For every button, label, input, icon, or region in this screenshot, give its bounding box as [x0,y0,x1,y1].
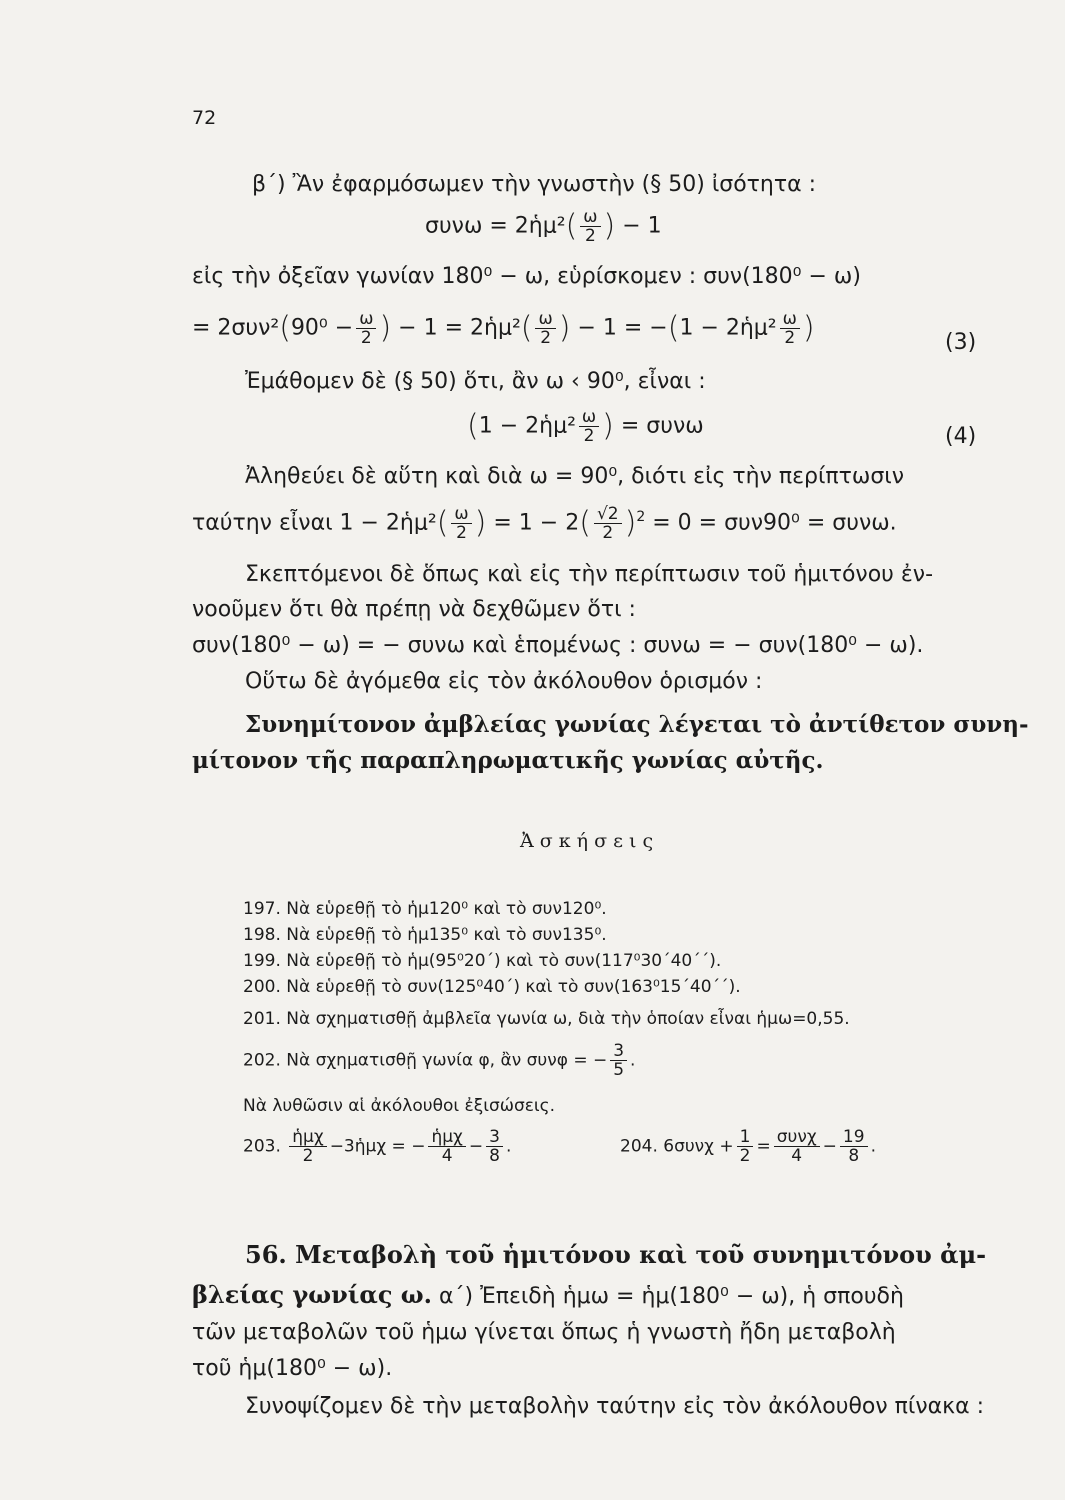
exercise-item: 200. Νὰ εὑρεθῇ τὸ συν(125⁰40΄) καὶ τὸ συν(163⁰15΄40΄΄). [243,977,741,997]
exercise-item: 198. Νὰ εὑρεθῇ τὸ ἡμ135⁰ καὶ τὸ συν135⁰. [243,925,607,945]
exercise-text: 203. [243,1136,281,1157]
fraction: $\frac{3}{5}$ [610,1042,627,1079]
equation-number: (3) [945,330,977,355]
exercise-item: 197. Νὰ εὑρεθῇ τὸ ἡμ120⁰ καὶ τὸ συν120⁰. [243,899,607,919]
paragraph-line: β΄) Ἂν ἐφαρμόσωμεν τὴν γνωστὴν (§ 50) ἰσότητα : [252,172,817,197]
paragraph-line: τῶν μεταβολῶν τοῦ ἡμω γίνεται ὅπως ἡ γνωστὴ ἤδη μεταβολὴ [192,1320,896,1345]
paragraph-text: α΄) Ἐπειδὴ ἡμω = ἡμ(180⁰ − ω), ἡ σπουδὴ [432,1284,904,1309]
exercise-text: 204. 6συνχ + [620,1136,734,1157]
exercise-item: 204. 6συνχ + $\frac{1}{2}$ = $\frac{\text{συνχ}}{4}$ − $\frac{19}{8}$ . [620,1127,876,1166]
equation-part: − 1 [622,213,662,239]
exercise-text: 202. Νὰ σχηματισθῇ γωνία φ, ἂν συνφ = − [243,1050,608,1071]
paragraph-line: Ἀληθεύει δὲ αὕτη καὶ διὰ ω = 90⁰, διότι εἰς τὴν περίπτωσιν [245,464,905,489]
equation-part: 1 − 2ἡμ² [478,413,576,439]
paragraph-line: Ἐμάθομεν δὲ (§ 50) ὅτι, ἂν ω ‹ 90⁰, εἶναι : [245,369,706,394]
fraction: $\frac{3}{8}$ [486,1128,503,1165]
fraction: $\frac{1}{2}$ [737,1128,754,1165]
equation-part: 1 − 2ἡμ² [679,315,777,341]
exercise-text: − [822,1136,837,1157]
exercise-text: = [756,1136,771,1157]
equation-part: συνω = 2ἡμ² [425,213,566,239]
paragraph-line [192,1280,904,1312]
exercise-item: 203. $\frac{\text{ἡμχ}}{2}$ −3ἡμχ = − $\frac{\text{ἡμχ}}{4}$ − $\frac{3}{8}$ . [243,1127,512,1166]
equation-3: = 2συν²(90⁰ − $\frac{\omega}{2}$ ) − 1 = 2ἡμ²( $\frac{\omega}{2}$ ) − 1 = −(1 − 2ἡμ² $\frac{\omega}{2}$ ) [192,309,815,348]
equation-identity: συνω = 2ἡμ²( $\frac{\omega}{2}$ ) − 1 [425,207,662,246]
fraction: $\frac{\text{ἡμχ}}{4}$ [428,1128,465,1165]
fraction: $\frac{\text{συνχ}}{4}$ [774,1128,820,1165]
exercise-text: −3ἡμχ = − [329,1136,426,1157]
fraction: $\frac{19}{8}$ [840,1128,868,1165]
exercise-text: − [468,1136,484,1157]
equation-number: (4) [945,424,977,449]
definition-line: μίτονον τῆς παραπληρωματικῆς γωνίας αὐτῆς. [192,747,824,774]
equation-part: − 1 = 2ἡμ² [398,315,521,341]
exercise-item: 201. Νὰ σχηματισθῇ ἀμβλεῖα γωνία ω, διὰ τὴν ὁποίαν εἶναι ἡμω=0,55. [243,1009,850,1029]
section-heading-cont: βλείας γωνίας ω. [192,1280,433,1309]
paragraph-line: Συνοψίζομεν δὲ τὴν μεταβολὴν ταύτην εἰς τὸν ἀκόλουθον πίνακα : [245,1394,984,1419]
paragraph-line: συν(180⁰ − ω) = − συνω καὶ ἑπομένως : συνω = − συν(180⁰ − ω). [192,633,924,658]
equation-part: = 0 = συν90⁰ = συνω. [652,510,897,536]
paragraph-line: εἰς τὴν ὀξεῖαν γωνίαν 180⁰ − ω, εὑρίσκομεν : συν(180⁰ − ω) [192,264,861,289]
paragraph-line: τοῦ ἡμ(180⁰ − ω). [192,1356,393,1381]
equation-part: = 2συν² [192,315,280,341]
equation-part: = 1 − 2 [493,510,580,536]
paragraph-line: Οὕτω δὲ ἀγόμεθα εἰς τὸν ἀκόλουθον ὁρισμόν : [245,669,763,694]
paragraph-line: νοοῦμεν ὅτι θὰ πρέπῃ νὰ δεχθῶμεν ὅτι : [192,597,636,622]
equation-4: (1 − 2ἡμ² $\frac{\omega}{2}$ ) = συνω [467,407,704,446]
fraction: $\frac{\omega}{2}$ [780,310,800,347]
equation-line: ταύτην εἶναι 1 − 2ἡμ²( $\frac{\omega}{2}$ ) = 1 − 2( $\frac{√2}{2}$ )$^2$ = 0 = συν90⁰ = συνω. [192,503,897,543]
exercise-item: 202. Νὰ σχηματισθῇ γωνία φ, ἂν συνφ = − $\frac{3}{5}$ . [243,1041,636,1080]
fraction: $\frac{√2}{2}$ [594,505,622,542]
fraction: $\frac{\omega}{2}$ [535,310,555,347]
exercises-heading: Ἀ σ κ ή σ ε ι ς [520,830,654,852]
section-heading: 56. Μεταβολὴ τοῦ ἡμιτόνου καὶ τοῦ συνημιτόνου ἀμ- [245,1240,987,1269]
paragraph-line: Σκεπτόμενοι δὲ ὅπως καὶ εἰς τὴν περίπτωσιν τοῦ ἡμιτόνου ἐν- [245,562,934,587]
page-number: 72 [192,107,217,129]
equation-part: 90⁰ − [290,315,354,341]
fraction: $\frac{\omega}{2}$ [579,408,599,445]
exercise-item: 199. Νὰ εὑρεθῇ τὸ ἡμ(95⁰20΄) καὶ τὸ συν(117⁰30΄40΄΄). [243,951,722,971]
definition-line: Συνημίτονον ἀμβλείας γωνίας λέγεται τὸ ἀντίθετον συνη- [245,711,1029,738]
fraction: $\frac{\text{ἡμχ}}{2}$ [289,1128,326,1165]
equation-part: = συνω [620,413,704,439]
equation-part: ταύτην εἶναι 1 − 2ἡμ² [192,510,437,536]
fraction: $\frac{\omega}{2}$ [451,505,471,542]
equation-part: − 1 = − [577,315,668,341]
fraction: $\frac{\omega}{2}$ [356,310,376,347]
exercise-intro: Νὰ λυθῶσιν αἱ ἀκόλουθοι ἐξισώσεις. [243,1096,556,1116]
fraction: $\frac{\omega}{2}$ [580,208,600,245]
